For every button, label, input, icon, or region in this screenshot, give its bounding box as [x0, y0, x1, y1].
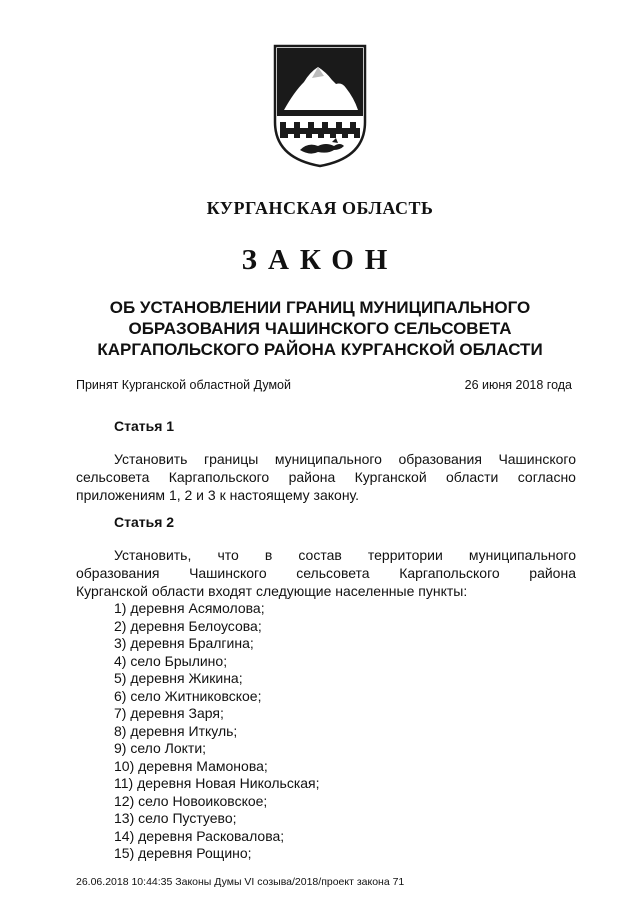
adoption-info	[76, 378, 572, 392]
article-1-text	[76, 450, 576, 504]
coat-of-arms-emblem	[270, 42, 370, 170]
list-item: 2) деревня Белоусова;	[114, 617, 262, 634]
list-item: 14) деревня Расковалова;	[114, 827, 285, 844]
law-title-line: ОБРАЗОВАНИЯ ЧАШИНСКОГО СЕЛЬСОВЕТА	[128, 319, 512, 338]
article-2-text	[76, 546, 576, 600]
list-item: 5) деревня Жикина;	[114, 670, 243, 686]
list-item: 15) деревня Рощино;	[114, 845, 252, 861]
text-line: сельсовета Каргапольского района Курганской области согласно	[76, 469, 576, 485]
region-name: КУРГАНСКАЯ ОБЛАСТЬ	[206, 198, 434, 218]
text-line: приложениям 1, 2 и 3 к настоящему закону.	[76, 487, 360, 503]
list-item: 12) село Новоиковское;	[114, 792, 268, 809]
list-item: 9) село Локти;	[114, 740, 207, 756]
text-line: Установить, что в состав территории муниципального	[114, 547, 576, 563]
article-2-heading: Статья 2	[114, 514, 175, 530]
law-title	[60, 297, 580, 360]
text-line: образования Чашинского сельсовета Каргапольского района	[76, 565, 576, 581]
law-title-line: КАРГАПОЛЬСКОГО РАЙОНА КУРГАНСКОЙ ОБЛАСТИ	[97, 340, 543, 359]
list-item: 8) деревня Иткуль;	[114, 722, 238, 739]
list-item: 10) деревня Мамонова;	[114, 757, 268, 774]
list-item: 1) деревня Асямолова;	[114, 600, 265, 616]
list-item: 7) деревня Заря;	[114, 705, 224, 721]
adoption-date: 26 июня 2018 года	[464, 378, 572, 392]
document-type: ЗАКОН	[241, 244, 399, 276]
list-item: 11) деревня Новая Никольская;	[114, 775, 320, 791]
list-item: 4) село Брылино;	[114, 652, 228, 669]
text-line: Курганской области входят следующие населенные пункты:	[76, 583, 468, 599]
settlement-list	[114, 600, 320, 863]
adopted-by: Принят Курганской областной Думой	[76, 378, 291, 392]
article-1-heading: Статья 1	[114, 418, 175, 434]
law-title-line: ОБ УСТАНОВЛЕНИИ ГРАНИЦ МУНИЦИПАЛЬНОГО	[109, 298, 531, 317]
list-item: 6) село Житниковское;	[114, 687, 262, 704]
page-footer: 26.06.2018 10:44:35 Законы Думы VI созыва/2018/проект закона 71	[76, 876, 405, 888]
list-item: 3) деревня Бралгина;	[114, 635, 254, 651]
text-line: Установить границы муниципального образования Чашинского	[114, 451, 576, 467]
list-item: 13) село Пустуево;	[114, 810, 237, 826]
